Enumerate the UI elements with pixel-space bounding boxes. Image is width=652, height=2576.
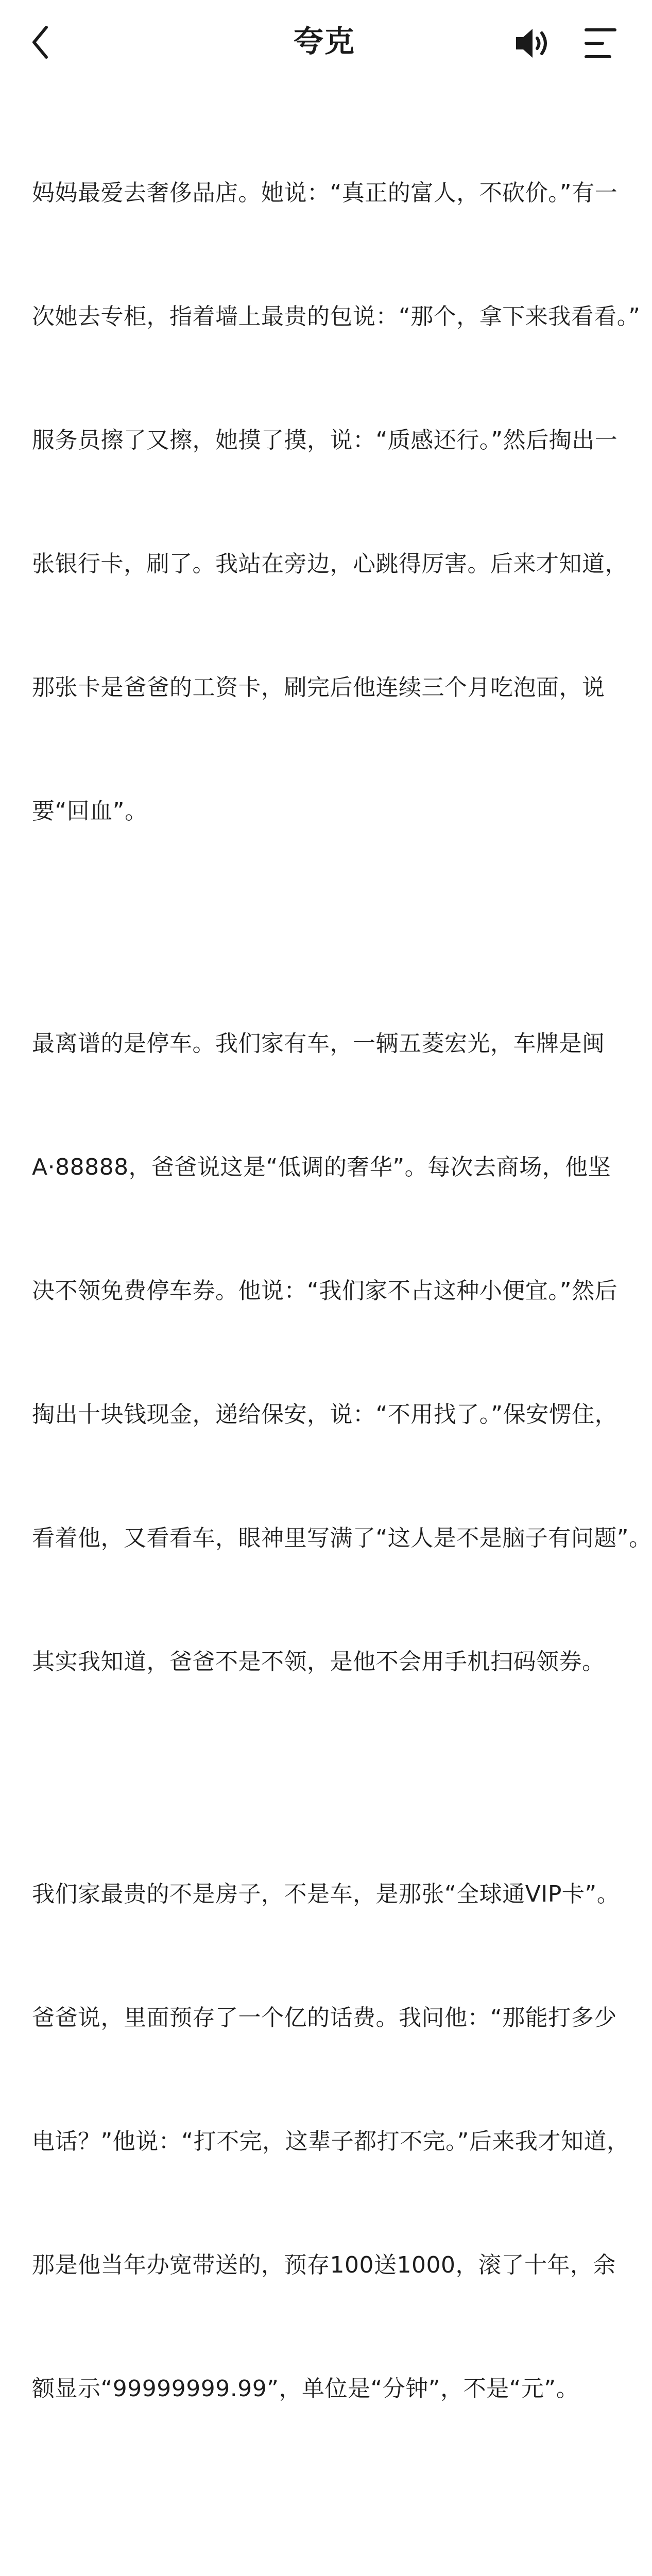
- text-line: 决不领免费停车券。他说：“我们家不占这种小便宜。”然后: [32, 1278, 618, 1304]
- speaker-icon: [513, 25, 554, 62]
- paragraph-2: [32, 941, 652, 1765]
- text-line: 服务员擦了又擦，她摸了摸，说：“质感还行。”然后掏出一: [32, 427, 618, 453]
- page-title: 夸克: [293, 24, 355, 59]
- text-line: 其实我知道，爸爸不是不领，是他不会用手机扫码领券。: [32, 1649, 605, 1675]
- text-line: 最离谱的是停车。我们家有车，一辆五菱宏光，车牌是闽: [32, 1030, 605, 1057]
- text-line: A·88888，爸爸说这是“低调的奢华”。每次去商场，他坚: [32, 1154, 611, 1180]
- text-line: 那张卡是爸爸的工资卡，刷完后他连续三个月吃泡面，说: [32, 674, 605, 701]
- read-aloud-button[interactable]: [513, 25, 554, 62]
- text-line: 妈妈最爱去奢侈品店。她说：“真正的富人，不砍价。”有一: [32, 180, 618, 206]
- text-line: 次她去专柜，指着墙上最贵的包说：“那个，拿下来我看看。”: [32, 303, 641, 330]
- text-line: 电话？”他说：“打不完，这辈子都打不完。”后来我才知道，: [32, 2128, 630, 2155]
- text-line: 爸爸说，里面预存了一个亿的话费。我问他：“那能打多少: [32, 2005, 617, 2031]
- paragraph-3: [32, 1791, 629, 2492]
- text-line: 要“回血”。: [32, 798, 148, 824]
- text-line: 张银行卡，刷了。我站在旁边，心跳得厉害。后来才知道，: [32, 551, 628, 577]
- top-bar: [0, 0, 649, 85]
- article-body: [32, 90, 652, 2576]
- menu-button[interactable]: [580, 25, 621, 62]
- menu-icon: [580, 25, 621, 62]
- text-line: 额显示“99999999.99”，单位是“分钟”，不是“元”。: [32, 2376, 579, 2402]
- text-line: 看着他，又看看车，眼神里写满了“这人是不是脑子有问题”。: [32, 1525, 652, 1551]
- paragraph-4: [32, 2518, 629, 2576]
- text-line: 那是他当年办宽带送的，预存100送1000，滚了十年，余: [32, 2252, 616, 2278]
- text-line: 掏出十块钱现金，递给保安，说：“不用找了。”保安愣住，: [32, 1401, 618, 1428]
- paragraph-1: [32, 90, 641, 914]
- text-line: 我们家最贵的不是房子，不是车，是那张“全球通VIP卡”。: [32, 1881, 620, 1907]
